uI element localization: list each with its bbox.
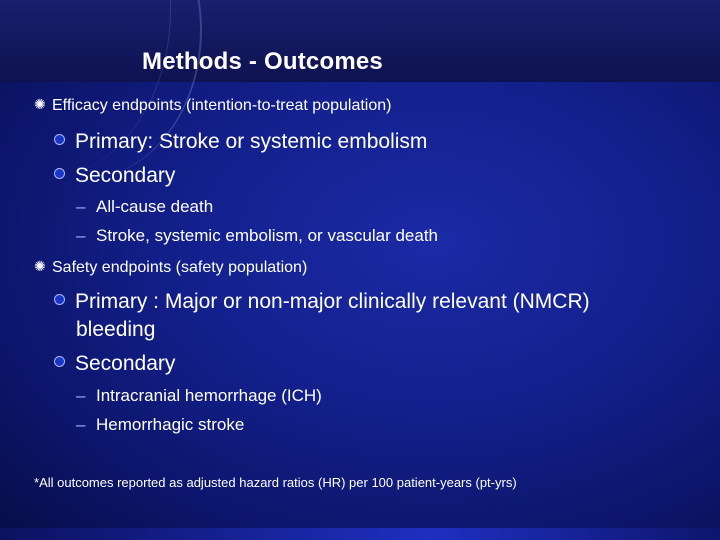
bullet-text: Secondary xyxy=(75,164,176,187)
bullet-text: Primary: Stroke or systemic embolism xyxy=(75,130,428,153)
footnote xyxy=(34,475,517,490)
bullet-safety-secondary xyxy=(54,352,175,376)
bullet-text: Intracranial hemorrhage (ICH) xyxy=(96,386,322,405)
footnote-text: All outcomes reported as adjusted hazard ratios (HR) per 100 patient-years (pt-yrs) xyxy=(39,475,517,490)
bullet-text: Efficacy endpoints (intention-to-treat population) xyxy=(52,97,392,114)
bullet-safety-primary-continued: bleeding xyxy=(76,318,156,341)
bullet-text: Secondary xyxy=(75,352,176,375)
flower-bullet-icon: ✺ xyxy=(34,258,46,274)
flower-bullet-icon: ✺ xyxy=(34,96,46,112)
sub-bullet-stroke-embolism-vascular-death xyxy=(76,226,438,246)
bullet-text: Safety endpoints (safety population) xyxy=(52,259,308,276)
page-title: Methods - Outcomes xyxy=(142,48,383,75)
sub-bullet-hemorrhagic-stroke xyxy=(76,415,244,435)
bullet-text: Stroke, systemic embolism, or vascular death xyxy=(96,226,439,245)
sub-bullet-all-cause-death xyxy=(76,197,213,217)
sub-bullet-ich xyxy=(76,386,322,406)
dash-bullet-icon: – xyxy=(76,415,86,434)
bullet-safety-primary xyxy=(54,290,590,314)
bullet-efficacy-secondary xyxy=(54,164,175,188)
bullet-text: Primary : Major or non-major clinically relevant (NMCR) xyxy=(75,290,590,313)
dot-bullet-icon xyxy=(54,168,65,179)
dash-bullet-icon: – xyxy=(76,386,86,405)
bullet-text: All-cause death xyxy=(96,197,214,216)
dot-bullet-icon xyxy=(54,294,65,305)
bullet-efficacy xyxy=(34,96,391,115)
bullet-text: Hemorrhagic stroke xyxy=(96,415,245,434)
footnote-asterisk: * xyxy=(34,475,40,490)
bottom-band xyxy=(0,528,720,540)
dash-bullet-icon: – xyxy=(76,226,86,245)
bullet-efficacy-primary xyxy=(54,130,427,154)
bullet-safety xyxy=(34,258,307,277)
dash-bullet-icon: – xyxy=(76,197,86,216)
dot-bullet-icon xyxy=(54,356,65,367)
dot-bullet-icon xyxy=(54,134,65,145)
